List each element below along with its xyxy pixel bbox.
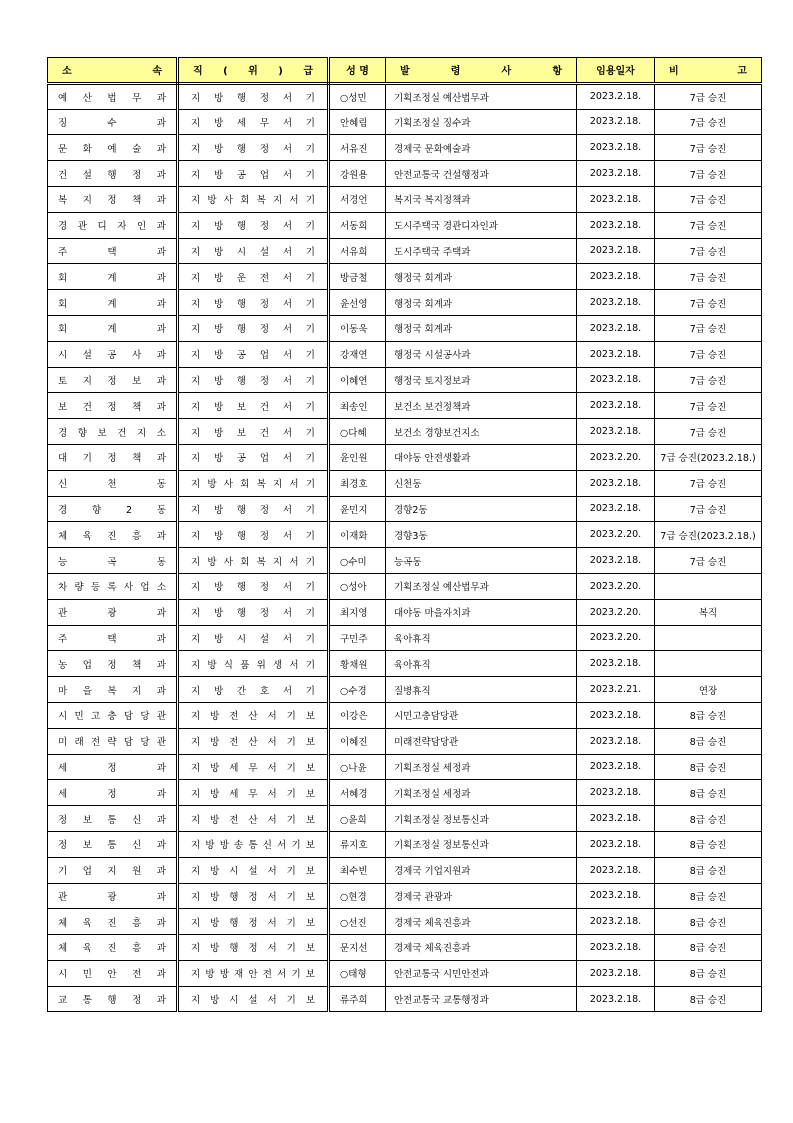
cell-assignment: 대야동 안전생활과 [386, 444, 577, 470]
cell-assignment: 기획조정실 세정과 [386, 780, 577, 806]
cell-remarks: 7급 승진 [655, 548, 762, 574]
personnel-table [47, 57, 762, 1012]
cell-remarks: 8급 승진 [655, 780, 762, 806]
cell-date: 2023.2.18. [577, 496, 655, 522]
cell-remarks [655, 625, 762, 651]
cell-department: 마 을 복 지 과 [48, 677, 178, 703]
cell-assignment: 안전교통국 시민안전과 [386, 960, 577, 986]
cell-rank: 지 방 행 정 서 기 [178, 573, 329, 599]
table-row [48, 728, 762, 754]
cell-name: 서유진 [329, 135, 386, 161]
cell-date: 2023.2.18. [577, 960, 655, 986]
cell-department: 보 건 정 책 과 [48, 393, 178, 419]
cell-date: 2023.2.18. [577, 186, 655, 212]
cell-assignment: 행정국 회계과 [386, 315, 577, 341]
cell-department: 신 천 동 [48, 470, 178, 496]
cell-name: 구민주 [329, 625, 386, 651]
cell-department: 능 곡 동 [48, 548, 178, 574]
cell-remarks: 7급 승진 [655, 393, 762, 419]
cell-assignment: 육아휴직 [386, 625, 577, 651]
cell-rank: 지 방 세 무 서 기 보 [178, 780, 329, 806]
cell-remarks: 7급 승진 [655, 135, 762, 161]
cell-date: 2023.2.18. [577, 367, 655, 393]
cell-rank: 지 방 시 설 서 기 보 [178, 986, 329, 1012]
cell-remarks: 8급 승진 [655, 754, 762, 780]
cell-date: 2023.2.18. [577, 161, 655, 187]
cell-name: 최수빈 [329, 857, 386, 883]
cell-remarks: 8급 승진 [655, 986, 762, 1012]
cell-remarks: 8급 승진 [655, 806, 762, 832]
cell-remarks: 7급 승진 [655, 109, 762, 135]
cell-rank: 지 방 전 산 서 기 보 [178, 806, 329, 832]
cell-rank: 지 방 행 정 서 기 보 [178, 909, 329, 935]
cell-department: 세 정 과 [48, 780, 178, 806]
table-row [48, 444, 762, 470]
table-row [48, 780, 762, 806]
cell-department: 차 량 등 록 사 업 소 [48, 573, 178, 599]
cell-name: 이재화 [329, 522, 386, 548]
cell-department: 체 육 진 흥 과 [48, 522, 178, 548]
cell-rank: 지 방 방 재 안 전 서 기 보 [178, 960, 329, 986]
cell-department: 시 민 안 전 과 [48, 960, 178, 986]
table-row [48, 831, 762, 857]
cell-department: 관 광 과 [48, 599, 178, 625]
cell-department: 관 광 과 [48, 883, 178, 909]
cell-remarks: 7급 승진 [655, 419, 762, 445]
cell-name: ○윤희 [329, 806, 386, 832]
cell-remarks: 7급 승진 [655, 315, 762, 341]
cell-date: 2023.2.18. [577, 831, 655, 857]
cell-rank: 지 방 행 정 서 기 [178, 83, 329, 109]
cell-assignment: 경제국 체육진흥과 [386, 909, 577, 935]
cell-date: 2023.2.18. [577, 135, 655, 161]
table-row [48, 290, 762, 316]
cell-department: 예 산 법 무 과 [48, 83, 178, 109]
cell-department: 농 업 정 책 과 [48, 651, 178, 677]
cell-department: 체 육 진 흥 과 [48, 909, 178, 935]
cell-remarks: 7급 승진 [655, 238, 762, 264]
cell-name: 윤인원 [329, 444, 386, 470]
cell-rank: 지 방 행 정 서 기 [178, 290, 329, 316]
cell-name: ○수미 [329, 548, 386, 574]
table-row [48, 83, 762, 109]
cell-rank: 지 방 행 정 서 기 [178, 522, 329, 548]
cell-rank: 지 방 공 업 서 기 [178, 444, 329, 470]
cell-remarks: 7급 승진 [655, 341, 762, 367]
cell-date: 2023.2.18. [577, 780, 655, 806]
cell-rank: 지 방 공 업 서 기 [178, 341, 329, 367]
table-row [48, 496, 762, 522]
cell-date: 2023.2.18. [577, 212, 655, 238]
table-row [48, 548, 762, 574]
cell-rank: 지 방 방 송 통 신 서 기 보 [178, 831, 329, 857]
cell-date: 2023.2.18. [577, 109, 655, 135]
table-row [48, 986, 762, 1012]
cell-date: 2023.2.20. [577, 599, 655, 625]
cell-assignment: 보건소 보건정책과 [386, 393, 577, 419]
cell-remarks: 연장 [655, 677, 762, 703]
cell-date: 2023.2.18. [577, 238, 655, 264]
cell-assignment: 기획조정실 징수과 [386, 109, 577, 135]
cell-assignment: 복지국 복지정책과 [386, 186, 577, 212]
cell-date: 2023.2.18. [577, 264, 655, 290]
cell-date: 2023.2.18. [577, 470, 655, 496]
cell-date: 2023.2.18. [577, 290, 655, 316]
cell-department: 건 설 행 정 과 [48, 161, 178, 187]
cell-name: ○성아 [329, 573, 386, 599]
cell-name: 최송인 [329, 393, 386, 419]
cell-remarks: 7급 승진 [655, 264, 762, 290]
cell-rank: 지 방 운 전 서 기 [178, 264, 329, 290]
cell-rank: 지 방 간 호 서 기 [178, 677, 329, 703]
cell-rank: 지 방 행 정 서 기 [178, 599, 329, 625]
cell-remarks: 8급 승진 [655, 960, 762, 986]
cell-name: 문지선 [329, 935, 386, 961]
table-row [48, 702, 762, 728]
table-row [48, 212, 762, 238]
cell-name: ○나윤 [329, 754, 386, 780]
cell-rank: 지 방 공 업 서 기 [178, 161, 329, 187]
cell-remarks: 8급 승진 [655, 831, 762, 857]
cell-department: 주 택 과 [48, 238, 178, 264]
cell-name: 서동희 [329, 212, 386, 238]
cell-assignment: 신천동 [386, 470, 577, 496]
cell-date: 2023.2.18. [577, 857, 655, 883]
cell-remarks: 복직 [655, 599, 762, 625]
cell-name: ○수경 [329, 677, 386, 703]
cell-date: 2023.2.18. [577, 651, 655, 677]
cell-rank: 지 방 행 정 서 기 [178, 367, 329, 393]
cell-department: 토 지 정 보 과 [48, 367, 178, 393]
table-row [48, 960, 762, 986]
cell-date: 2023.2.18. [577, 702, 655, 728]
cell-date: 2023.2.18. [577, 754, 655, 780]
cell-assignment: 도시주택국 주택과 [386, 238, 577, 264]
table-row [48, 238, 762, 264]
cell-date: 2023.2.20. [577, 625, 655, 651]
cell-remarks: 7급 승진 [655, 186, 762, 212]
table-row [48, 470, 762, 496]
cell-department: 경 관 디 자 인 과 [48, 212, 178, 238]
cell-name: 황채원 [329, 651, 386, 677]
cell-assignment: 능곡동 [386, 548, 577, 574]
table-header-row [48, 58, 762, 84]
cell-date: 2023.2.18. [577, 909, 655, 935]
cell-date: 2023.2.18. [577, 419, 655, 445]
cell-remarks: 8급 승진 [655, 909, 762, 935]
cell-remarks: 7급 승진(2023.2.18.) [655, 444, 762, 470]
cell-remarks: 7급 승진 [655, 470, 762, 496]
cell-department: 주 택 과 [48, 625, 178, 651]
cell-assignment: 행정국 회계과 [386, 290, 577, 316]
cell-assignment: 기획조정실 예산법무과 [386, 83, 577, 109]
cell-name: 이동욱 [329, 315, 386, 341]
cell-assignment: 기획조정실 예산법무과 [386, 573, 577, 599]
table-row [48, 883, 762, 909]
cell-date: 2023.2.18. [577, 341, 655, 367]
cell-assignment: 행정국 토지정보과 [386, 367, 577, 393]
cell-date: 2023.2.18. [577, 548, 655, 574]
cell-name: ○현경 [329, 883, 386, 909]
header-department: 소 속 [48, 58, 178, 84]
table-row [48, 909, 762, 935]
cell-date: 2023.2.18. [577, 728, 655, 754]
table-row [48, 625, 762, 651]
cell-department: 체 육 진 흥 과 [48, 935, 178, 961]
table-row [48, 367, 762, 393]
cell-rank: 지 방 행 정 서 기 [178, 212, 329, 238]
cell-rank: 지 방 사 회 복 지 서 기 [178, 186, 329, 212]
cell-date: 2023.2.20. [577, 522, 655, 548]
table-body [48, 83, 762, 1012]
cell-department: 복 지 정 책 과 [48, 186, 178, 212]
cell-name: 최경호 [329, 470, 386, 496]
cell-name: ○성민 [329, 83, 386, 109]
cell-date: 2023.2.18. [577, 883, 655, 909]
cell-date: 2023.2.18. [577, 806, 655, 832]
cell-department: 회 계 과 [48, 264, 178, 290]
table-row [48, 264, 762, 290]
cell-department: 징 수 과 [48, 109, 178, 135]
table-row [48, 393, 762, 419]
cell-name: 강원용 [329, 161, 386, 187]
cell-department: 회 계 과 [48, 315, 178, 341]
cell-department: 시 설 공 사 과 [48, 341, 178, 367]
header-date: 임용일자 [577, 58, 655, 84]
cell-assignment: 행정국 시설공사과 [386, 341, 577, 367]
cell-department: 경 향 보 건 지 소 [48, 419, 178, 445]
cell-name: 이혜연 [329, 367, 386, 393]
cell-remarks [655, 651, 762, 677]
cell-name: 방금철 [329, 264, 386, 290]
cell-rank: 지 방 식 품 위 생 서 기 [178, 651, 329, 677]
cell-name: 류지호 [329, 831, 386, 857]
cell-rank: 지 방 행 정 서 기 보 [178, 883, 329, 909]
cell-remarks: 8급 승진 [655, 935, 762, 961]
table-row [48, 315, 762, 341]
cell-remarks: 8급 승진 [655, 702, 762, 728]
cell-rank: 지 방 시 설 서 기 [178, 238, 329, 264]
cell-remarks: 7급 승진 [655, 83, 762, 109]
cell-department: 기 업 지 원 과 [48, 857, 178, 883]
cell-remarks [655, 573, 762, 599]
table-row [48, 573, 762, 599]
cell-department: 대 기 정 책 과 [48, 444, 178, 470]
cell-name: 이혜진 [329, 728, 386, 754]
table-row [48, 677, 762, 703]
cell-rank: 지 방 사 회 복 지 서 기 [178, 470, 329, 496]
cell-assignment: 안전교통국 교통행정과 [386, 986, 577, 1012]
cell-rank: 지 방 시 설 서 기 [178, 625, 329, 651]
cell-assignment: 대야동 마을자치과 [386, 599, 577, 625]
cell-assignment: 미래전략담당관 [386, 728, 577, 754]
table-row [48, 109, 762, 135]
table-row [48, 806, 762, 832]
table-row [48, 754, 762, 780]
cell-rank: 지 방 행 정 서 기 [178, 135, 329, 161]
cell-department: 미 래 전 략 담 당 관 [48, 728, 178, 754]
cell-assignment: 경향2동 [386, 496, 577, 522]
cell-remarks: 7급 승진 [655, 290, 762, 316]
cell-rank: 지 방 세 무 서 기 보 [178, 754, 329, 780]
cell-department: 정 보 통 신 과 [48, 831, 178, 857]
cell-remarks: 7급 승진 [655, 161, 762, 187]
cell-rank: 지 방 행 정 서 기 [178, 315, 329, 341]
cell-rank: 지 방 행 정 서 기 보 [178, 935, 329, 961]
cell-assignment: 도시주택국 경관디자인과 [386, 212, 577, 238]
cell-rank: 지 방 보 건 서 기 [178, 393, 329, 419]
cell-name: 서경언 [329, 186, 386, 212]
table-row [48, 857, 762, 883]
cell-assignment: 보건소 경향보건지소 [386, 419, 577, 445]
cell-date: 2023.2.20. [577, 573, 655, 599]
cell-department: 정 보 통 신 과 [48, 806, 178, 832]
cell-remarks: 7급 승진 [655, 212, 762, 238]
cell-assignment: 행정국 회계과 [386, 264, 577, 290]
cell-rank: 지 방 행 정 서 기 [178, 496, 329, 522]
cell-department: 회 계 과 [48, 290, 178, 316]
cell-rank: 지 방 세 무 서 기 [178, 109, 329, 135]
header-name: 성 명 [329, 58, 386, 84]
cell-name: 최지영 [329, 599, 386, 625]
cell-date: 2023.2.18. [577, 986, 655, 1012]
cell-rank: 지 방 전 산 서 기 보 [178, 702, 329, 728]
header-rank: 직 ( 위 ) 급 [178, 58, 329, 84]
cell-remarks: 7급 승진 [655, 367, 762, 393]
cell-remarks: 8급 승진 [655, 728, 762, 754]
header-assignment: 발 령 사 항 [386, 58, 577, 84]
table-row [48, 935, 762, 961]
cell-date: 2023.2.20. [577, 444, 655, 470]
cell-name: ○다혜 [329, 419, 386, 445]
cell-assignment: 기획조정실 세정과 [386, 754, 577, 780]
table-row [48, 341, 762, 367]
cell-assignment: 경제국 관광과 [386, 883, 577, 909]
table-row [48, 161, 762, 187]
cell-rank: 지 방 사 회 복 지 서 기 [178, 548, 329, 574]
cell-department: 경 향 2 동 [48, 496, 178, 522]
cell-date: 2023.2.18. [577, 393, 655, 419]
cell-remarks: 7급 승진(2023.2.18.) [655, 522, 762, 548]
cell-department: 교 통 행 정 과 [48, 986, 178, 1012]
cell-date: 2023.2.18. [577, 935, 655, 961]
cell-name: ○선진 [329, 909, 386, 935]
header-remarks: 비 고 [655, 58, 762, 84]
cell-assignment: 경향3동 [386, 522, 577, 548]
cell-assignment: 질병휴직 [386, 677, 577, 703]
cell-name: 윤민지 [329, 496, 386, 522]
cell-date: 2023.2.18. [577, 83, 655, 109]
cell-name: 류주희 [329, 986, 386, 1012]
cell-department: 세 정 과 [48, 754, 178, 780]
cell-remarks: 7급 승진 [655, 496, 762, 522]
cell-assignment: 육아휴직 [386, 651, 577, 677]
cell-name: 이강은 [329, 702, 386, 728]
cell-remarks: 8급 승진 [655, 883, 762, 909]
cell-name: 강재연 [329, 341, 386, 367]
table-row [48, 599, 762, 625]
cell-assignment: 경제국 기업지원과 [386, 857, 577, 883]
cell-assignment: 경제국 문화예술과 [386, 135, 577, 161]
cell-rank: 지 방 시 설 서 기 보 [178, 857, 329, 883]
cell-name: 윤선영 [329, 290, 386, 316]
table-row [48, 186, 762, 212]
cell-name: ○태형 [329, 960, 386, 986]
cell-date: 2023.2.21. [577, 677, 655, 703]
cell-assignment: 기획조정실 정보통신과 [386, 806, 577, 832]
cell-assignment: 경제국 체육진흥과 [386, 935, 577, 961]
cell-assignment: 기획조정실 정보통신과 [386, 831, 577, 857]
cell-department: 시 민 고 충 담 당 관 [48, 702, 178, 728]
cell-name: 서혜경 [329, 780, 386, 806]
table-row [48, 135, 762, 161]
cell-department: 문 화 예 술 과 [48, 135, 178, 161]
cell-assignment: 시민고충담당관 [386, 702, 577, 728]
cell-assignment: 안전교통국 건설행정과 [386, 161, 577, 187]
table-row [48, 419, 762, 445]
table-row [48, 522, 762, 548]
table-row [48, 651, 762, 677]
cell-date: 2023.2.18. [577, 315, 655, 341]
cell-remarks: 8급 승진 [655, 857, 762, 883]
cell-name: 서유희 [329, 238, 386, 264]
cell-name: 안혜림 [329, 109, 386, 135]
cell-rank: 지 방 전 산 서 기 보 [178, 728, 329, 754]
cell-rank: 지 방 보 건 서 기 [178, 419, 329, 445]
